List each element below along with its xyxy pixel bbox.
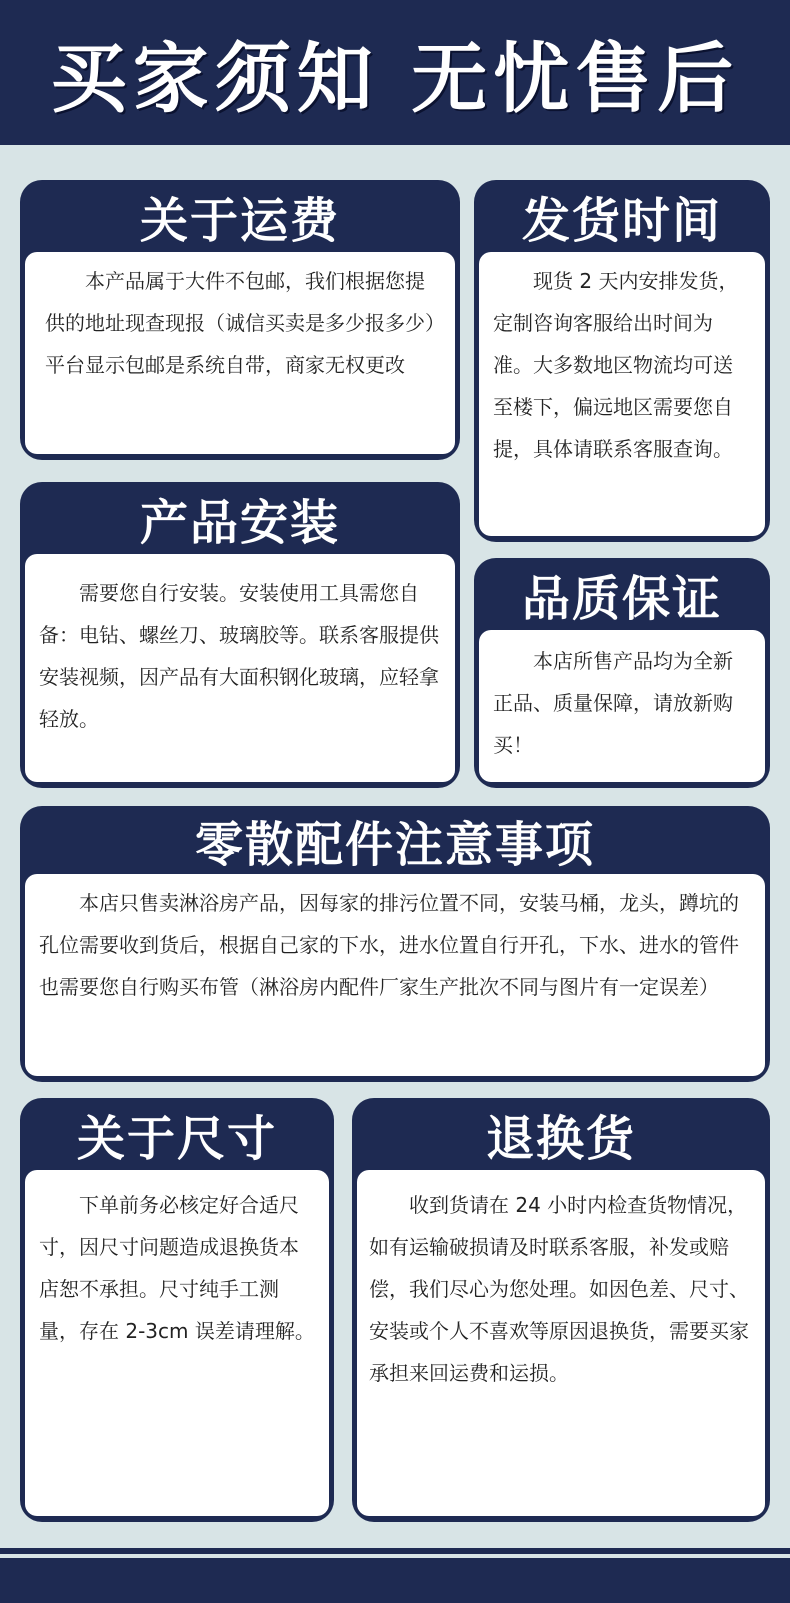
quality-body	[479, 630, 765, 782]
installation-body	[25, 554, 455, 782]
quality-text: 本店所售产品均为全新正品、质量保障，请放新购买！	[493, 649, 733, 757]
installation-card	[20, 482, 460, 788]
installation-title: 产品安装	[139, 494, 340, 551]
bottom-stripe	[0, 1554, 790, 1558]
installation-text: 需要您自行安装。安装使用工具需您自备：电钻、螺丝刀、玻璃胶等。联系客服提供安装视频，因产品有大面积钢化玻璃，应轻拿轻放。	[39, 581, 439, 731]
size-text: 下单前务必核定好合适尺寸，因尺寸问题造成退换货本店恕不承担。尺寸纯手工测量，存在 2-3cm 误差请理解。	[39, 1193, 315, 1343]
delivery-time-text: 现货 2 天内安排发货，定制咨询客服给出时间为准。大多数地区物流均可送至楼下，偏远地区需要您自提，具体请联系客服查询。	[493, 269, 739, 461]
shipping-fee-text: 本产品属于大件不包邮，我们根据您提供的地址现查现报（诚信买卖是多少报多少）平台显示包邮是系统自带，商家无权更改	[45, 269, 435, 377]
top-banner	[0, 0, 790, 145]
bottom-band	[0, 1548, 790, 1603]
size-body	[25, 1170, 329, 1516]
parts-body	[25, 874, 765, 1076]
returns-text: 收到货请在 24 小时内检查货物情况，如有运输破损请及时联系客服，补发或赔偿，我们尽心为您处理。如因色差、尺寸、安装或个人不喜欢等原因退换货，需要买家承担来回运费和运损。	[369, 1193, 749, 1385]
size-card	[20, 1098, 334, 1522]
delivery-time-title: 发货时间	[521, 192, 722, 249]
delivery-time-card	[474, 180, 770, 542]
parts-title: 零散配件注意事项	[194, 816, 595, 873]
quality-card	[474, 558, 770, 788]
returns-card	[352, 1098, 770, 1522]
quality-title: 品质保证	[521, 570, 722, 627]
parts-text: 本店只售卖淋浴房产品，因每家的排污位置不同，安装马桶，龙头，蹲坑的孔位需要收到货后，根据自己家的下水，进水位置自行开孔，下水、进水的管件也需要您自行购买布管（淋浴房内配件厂家生产批次不同与图片有一定误差）	[39, 891, 739, 999]
returns-title: 退换货	[485, 1110, 636, 1167]
banner-title: 买家须知 无忧售后	[50, 34, 740, 123]
returns-body	[357, 1170, 765, 1516]
delivery-time-body	[479, 252, 765, 536]
parts-card	[20, 806, 770, 1082]
shipping-fee-body	[25, 252, 455, 454]
size-title: 关于尺寸	[76, 1110, 277, 1167]
shipping-fee-card	[20, 180, 460, 460]
shipping-fee-title: 关于运费	[139, 192, 340, 249]
